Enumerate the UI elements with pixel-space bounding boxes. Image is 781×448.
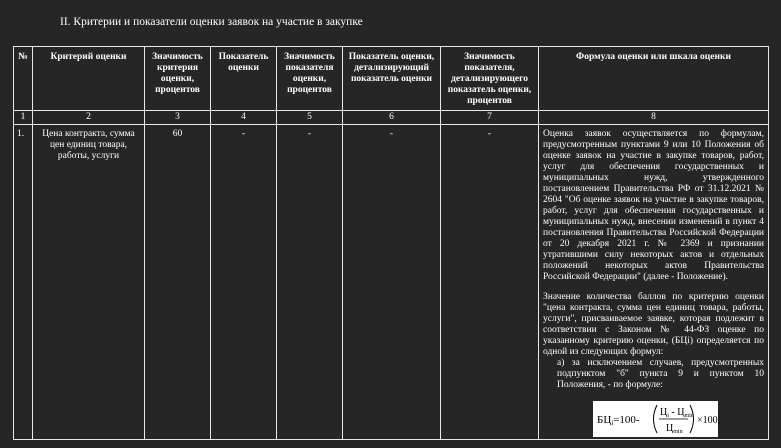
col-header-criterion-weight: Значимость критерия оценки, процентов (145, 47, 211, 111)
col-header-indicator: Показатель оценки (211, 47, 277, 111)
col-number: 3 (145, 111, 211, 125)
indicator-cell: - (211, 125, 277, 440)
col-header-detail-indicator: Показатель оценки, детализирующий показатель оценки (343, 47, 441, 111)
left-paren (654, 405, 658, 433)
formula-paragraph-2: Значение количества баллов по критерию оценки "цена контракта, сумма цен единиц товара, работы, услуги", присваиваемое заявке, которая подлежит в соответствии с Законом № 44-ФЗ оценке по указанному критерию оценки, (БЦi) определяется по одной из следующих формул: (543, 292, 764, 357)
formula-paragraph-3: а) за исключением случаев, предусмотренных подпунктом "б" пункта 9 и пунктом 10 Положения, - по формуле: (557, 358, 764, 390)
col-number: 2 (33, 111, 145, 125)
right-paren (690, 405, 694, 433)
criterion-weight-cell: 60 (145, 125, 211, 440)
row-number: 1. (14, 125, 33, 440)
col-header-indicator-weight: Значимость показателя оценки, процентов (277, 47, 343, 111)
formula-cell (539, 125, 769, 440)
formula-tail: ×100, (697, 415, 721, 426)
col-header-num: № (14, 47, 33, 111)
col-header-formula: Формула оценки или шкала оценки (539, 47, 769, 111)
criteria-table (13, 46, 769, 440)
table-row (14, 125, 769, 440)
col-number: 7 (441, 111, 539, 125)
col-header-detail-weight: Значимость показателя, детализирующего показатель оценки, процентов (441, 47, 539, 111)
formula-paragraph-1: Оценка заявок осуществляется по формулам, предусмотренным пунктами 9 или 10 Положения об оценке заявок на участие в закупке товаров, работ, услуг для обеспечения государственных и муниципальных нужд, утвержденного постановлением Правительства РФ от 31.12.2021 № 2604 "Об оценке заявок на участие в закупке товаров, работ, услуг для обеспечения государственных и муниципальных нужд, внесении изменений в пункт 4 постановления Правительства Российской Федерации от 20 декабря 2021 г. № 2369 и признании утратившими силу некоторых актов и отдельных положений некоторых актов Правительства Российской Федерации" (далее - Положение). (543, 129, 764, 282)
col-header-criterion: Критерий оценки (33, 47, 145, 111)
formula-numerator: $Ц_i - Ц_{min}$ (660, 407, 694, 419)
col-number: 6 (343, 111, 441, 125)
col-number: 4 (211, 111, 277, 125)
price-formula-image (593, 401, 721, 437)
header-row (14, 47, 769, 111)
col-number: 1 (14, 111, 33, 125)
detail-indicator-cell: - (343, 125, 441, 440)
criterion-cell: Цена контракта, сумма цен единиц товара, работы, услуги (33, 125, 145, 440)
indicator-weight-cell: - (277, 125, 343, 440)
section-title: II. Критерии и показатели оценки заявок на участие в закупке (60, 16, 363, 28)
col-number: 8 (539, 111, 769, 125)
col-number: 5 (277, 111, 343, 125)
formula-denominator: $Ц_{min}$ (666, 423, 683, 435)
detail-weight-cell: - (441, 125, 539, 440)
formula-lhs: БЦi=100- (597, 414, 640, 427)
column-number-row (14, 111, 769, 125)
